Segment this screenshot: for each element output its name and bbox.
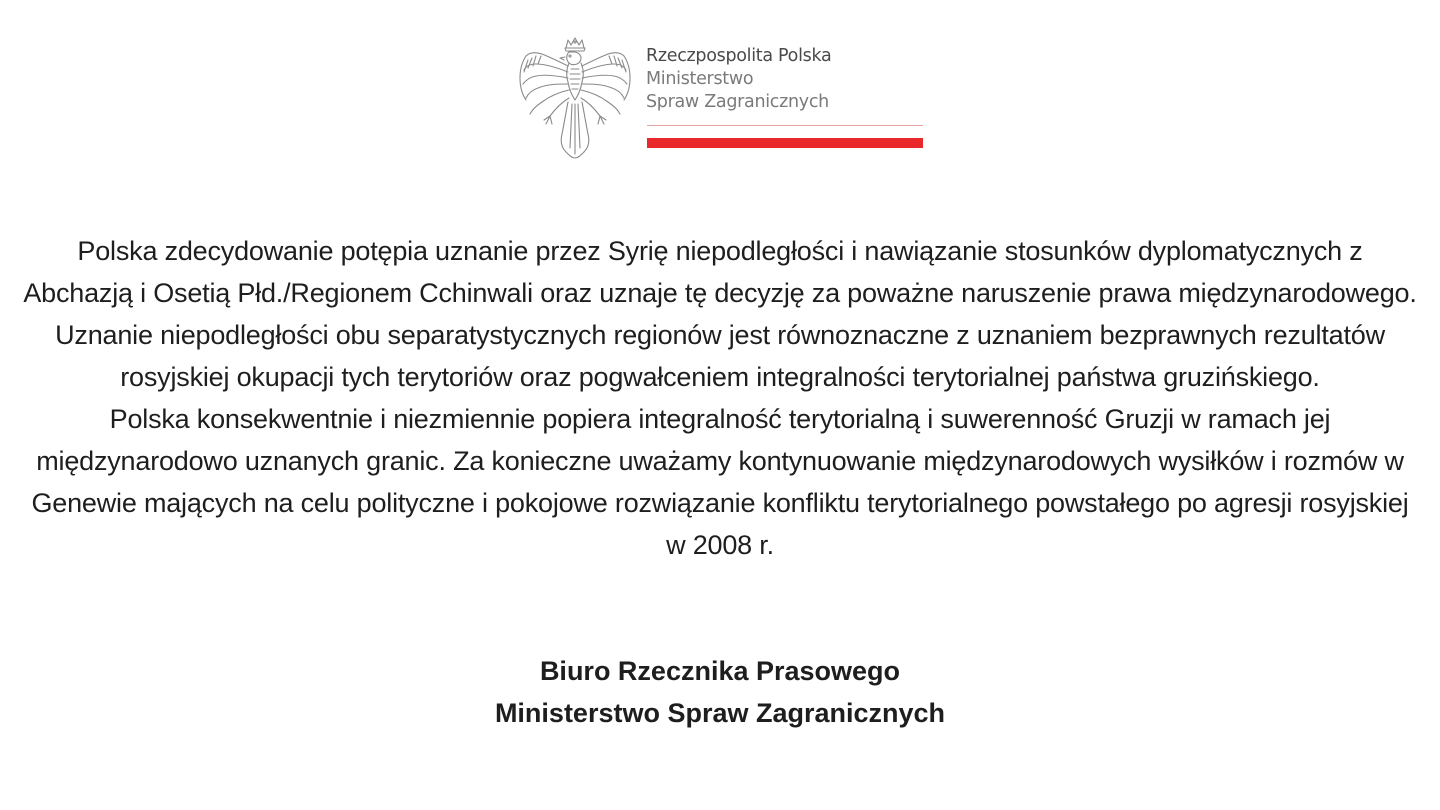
ministry-logo [516, 36, 926, 162]
logo-red-bar [647, 138, 923, 148]
statement-paragraph-2: Polska konsekwentnie i niezmiennie popiera integralność terytorialną i suwerenność Gruzji w ramach jej międzynarodowo uznanych granic. Za konieczne uważamy kontynuowanie międzynarodowych wysiłków i rozmów w Genewie mających na celu polityczne i pokojowe rozwiązanie konfliktu terytorialnego powstałego po agresji rosyjskiej w 2008 r. [31, 404, 1409, 560]
signature-ministry: Ministerstwo Spraw Zagranicznych [494, 698, 946, 728]
signature-block [20, 650, 1420, 734]
signature-office: Biuro Rzecznika Prasowego [539, 656, 901, 686]
statement-body [20, 230, 1420, 566]
eagle-emblem-icon [516, 36, 634, 160]
logo-text [646, 45, 926, 114]
statement-paragraph-1: Polska zdecydowanie potępia uznanie przez Syrię niepodległości i nawiązanie stosunków dyplomatycznych z Abchazją i Osetią Płd./Regionem Cchinwali oraz uznaje tę decyzję za poważne naruszenie prawa międzynarodowego. Uznanie niepodległości obu separatystycznych regionów jest równoznaczne z uznaniem bezprawnych rezultatów rosyjskiej okupacji tych terytoriów oraz pogwałceniem integralności terytorialnej państwa gruzińskiego. [23, 236, 1417, 392]
logo-ministry-line: Ministerstwo [646, 69, 754, 89]
logo-country-name: Rzeczpospolita Polska [646, 46, 832, 66]
logo-divider [647, 125, 923, 126]
logo-ministry-name: Spraw Zagranicznych [646, 92, 829, 112]
